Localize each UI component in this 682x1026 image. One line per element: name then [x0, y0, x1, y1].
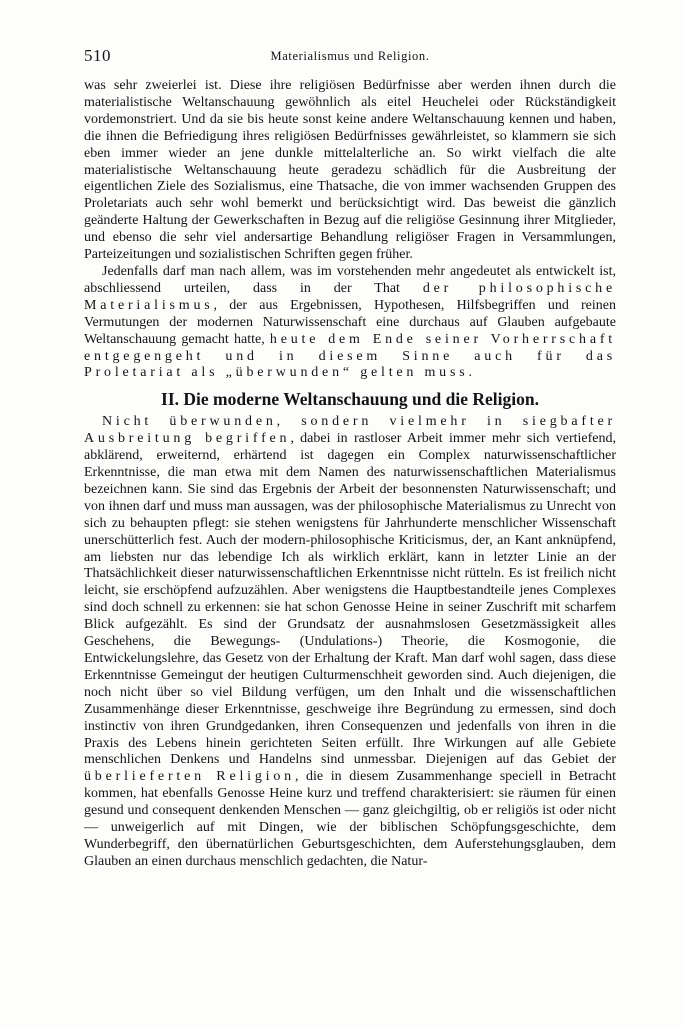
paragraph-3-text-a: , dabei in rastloser Arbeit immer mehr sich vertiefend, abklärend, erweiternd, erhärtend ist dagegen ein Complex naturwissenschaftlicher Erkenntnisse, die man etwa mit dem Namen des naturwissenschaftlichen Materialismus bezeichnen kann. Sie sind das Ergebnis der Arbeit der besonnensten Naturwissenschaft; und von ihnen darf und muss man aussagen, was der philosophische Materialismus zu Unrecht von sich zu behaupten pflegt: sie stehen wenigstens für Jahrhunderte menschlicher Wissenschaft unerschütterlich fest. Auch der modern-philosophische Kriticismus, der, an Kant anknüpfend, am liebsten nur das lebendige Ich als wirklich erklärt, kann in letzter Linie an der Thatsächlichkeit dieser naturwissenschaftlichen Erkenntnisse nicht rütteln. Es ist freilich nicht leicht, sie erschöpfend aufzuzählen. Aber wenigstens die Hauptbestandteile jenes Complexes sind doch schnell zu erkennen: sie hat schon Genosse Heine in seiner Zuschrift mit scharfem Blick aufgezählt. Es sind der Grundsatz der ausnahmslosen Gesetzmässigkeit alles Geschehens, die Bewegungs- (Undulations-) Theorie, die Kosmogonie, die Entwickelungslehre, das Gesetz von der Erhaltung der Kraft. Man darf wohl sagen, dass diese Erkenntnisse Gemeingut der heutigen Culturmenschheit geworden sind. Auch diejenigen, die noch nicht über so viel Bildung verfügen, um den Inhalt und die wissenschaftlichen Zusammenhänge dieser Erkenntnisse, geschweige ihre Begründung zu ermessen, sind doch instinctiv von ihren Grundgedanken, ihren Consequenzen und jedenfalls von ihren in die Praxis des Lebens hinein gerichteten Seiten erfüllt. Ihre Wirkungen auf alle Gebiete menschlichen Denkens und Handelns sind unmessbar. Diejenigen auf das Gebiet der: [84, 431, 616, 768]
paragraph-3-spaced-a: Nicht überwunden, sondern vielmehr in siegbafter Ausbreitung begriffen: [84, 414, 616, 447]
page-header: [84, 46, 616, 68]
paragraph-2: [84, 264, 616, 382]
page-number: 510: [84, 46, 111, 65]
body-text: [84, 78, 616, 871]
paragraph-1: was sehr zweierlei ist. Diese ihre religiösen Bedürfnisse aber werden ihnen durch die materialistische Weltanschauung gewöhnlich als eitel Heuchelei oder Rückständigkeit vordemonstriert. Und da sie bis heute sonst keine andere Weltanschauung kennen und haben, die ihnen die Befriedigung ihres religiösen Bedürfnisses gewährleistet, so klammern sie sich eben immer wieder an jene dunkle mittelalterliche an. So wirkt vielfach die alte materialistische Weltanschauung heute geradezu schädlich für die Ausbreitung der eigentlichen Ziele des Sozialismus, eine Thatsache, die von immer wachsenden Gruppen des Proletariats auch sehr wohl bemerkt und berücksichtigt wird. Das beweist die gänzlich geänderte Haltung der Gewerkschaften in Bezug auf die religiöse Gesinnung ihrer Mitglieder, und ebenso die sehr viel andersartige Behandlung religiöser Fragen in Versammlungen, Parteizeitungen und sozialistischen Schriften gegen früher.: [84, 78, 616, 263]
running-title: Materialismus und Religion.: [270, 49, 430, 63]
paragraph-2-text-a: Jedenfalls darf man nach allem, was im vorstehenden mehr angedeutet als entwickelt ist, abschliessend urteilen, dass in der That: [84, 263, 616, 296]
section-heading: II. Die moderne Weltanschauung und die Religion.: [161, 389, 539, 410]
paragraph-3-text-b: , die in diesem Zusammenhange speciell in Betracht kommen, hat ebenfalls Genosse Heine kurz und treffend charakterisiert: sie räumen für einen gesund und consequent denkenden Menschen — ganz gleichgiltig, ob er religiös ist oder nicht — unweigerlich auf mit Dingen, wie der biblischen Schöpfungsgeschichte, dem Wunderbegriff, den übernatürlichen Geburtsgeschichten, dem Auferstehungsglauben, dem Glauben an einen durchaus menschlich gedachten, die Natur-: [84, 769, 616, 869]
paragraph-2-spaced-a: der philosophische Materialismus: [84, 280, 616, 313]
paragraph-3-spaced-b: überlieferten Religion: [84, 769, 295, 785]
paragraph-2-spaced-b: heute dem Ende seiner Vorherrschaft entgegengeht und in diesem Sinne auch für das Proletariat als „überwunden“ gelten muss.: [84, 331, 616, 381]
paragraph-2-text-b: , der aus Ergebnissen, Hypothesen, Hilfsbegriffen und reinen Vermutungen der modernen Naturwissenschaft eine durchaus auf Glauben aufgebaute Weltanschauung gemacht hatte,: [84, 297, 616, 347]
paragraph-3: [84, 414, 616, 870]
